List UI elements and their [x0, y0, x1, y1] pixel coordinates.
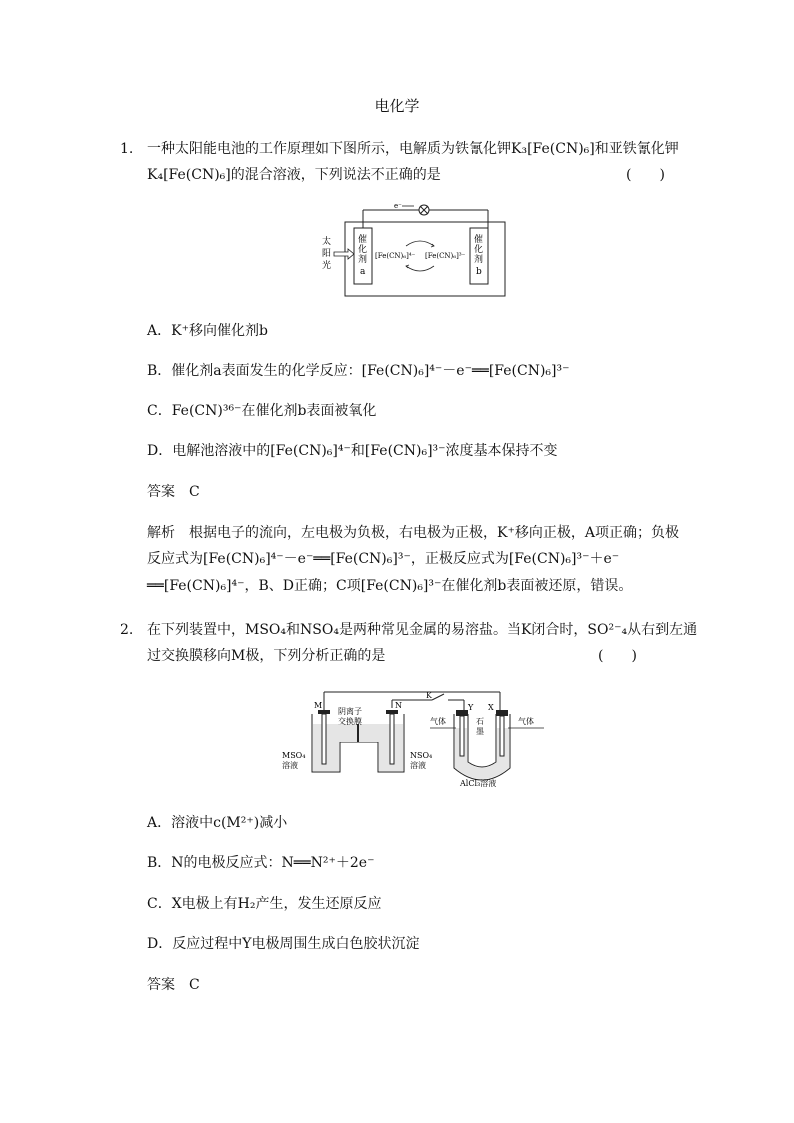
svg-text:溶液: 溶液: [410, 761, 426, 770]
q1-number: 1.: [120, 141, 134, 157]
svg-text:墨: 墨: [476, 727, 484, 736]
q1-analysis-line2: 反应式为[Fe(CN)₆]⁴⁻－e⁻══[Fe(CN)₆]³⁻，正极反应式为[Fe(CN)₆]³⁻＋e⁻: [147, 551, 620, 567]
svg-text:b: b: [476, 267, 482, 277]
q1-figure: [318, 200, 508, 300]
page-title: 电化学: [374, 97, 420, 115]
electron-label: e⁻: [394, 202, 402, 210]
electrode-y-label: Y: [468, 703, 474, 712]
q2-option-a: A．溶液中c(M²⁺)减小: [147, 815, 288, 831]
svg-text:化: 化: [358, 245, 368, 255]
ion-right-label: [Fe(CN)₆]³⁻: [425, 252, 466, 260]
svg-text:阴离子: 阴离子: [338, 707, 362, 716]
q1-option-d: D．电解池溶液中的[Fe(CN)₆]⁴⁻和[Fe(CN)₆]³⁻浓度基本保持不变: [147, 443, 558, 459]
q1-analysis-line3: ══[Fe(CN)₆]⁴⁻，B、D正确；C项[Fe(CN)₆]³⁻在催化剂b表面被还原，错误。: [147, 578, 633, 594]
q1-answer: 答案 C: [147, 484, 200, 500]
electrode-m-label: M: [314, 701, 323, 710]
q2-option-d: D．反应过程中Y电极周围生成白色胶状沉淀: [147, 936, 420, 952]
q1-option-a: A．K⁺移向催化剂b: [147, 323, 268, 339]
gas-left-label: 气体: [430, 717, 446, 726]
svg-text:太: 太: [322, 237, 332, 247]
svg-text:剂: 剂: [474, 255, 484, 265]
q2-stem-line1: 在下列装置中，MSO₄和NSO₄是两种常见金属的易溶盐。当K闭合时，SO²⁻₄从右到左通: [147, 622, 698, 638]
svg-text:石: 石: [476, 717, 484, 726]
q1-option-b: B．催化剂a表面发生的化学反应：[Fe(CN)₆]⁴⁻－e⁻══[Fe(CN)₆]³⁻: [147, 363, 570, 379]
svg-text:催: 催: [358, 235, 368, 245]
q2-number: 2.: [120, 622, 134, 638]
q2-option-c: C．X电极上有H₂产生，发生还原反应: [147, 896, 382, 912]
svg-text:化: 化: [474, 245, 484, 255]
svg-text:NSO₄: NSO₄: [410, 751, 433, 760]
q1-answer-paren: ( ): [626, 167, 665, 183]
q2-answer: 答案 C: [147, 977, 200, 993]
q1-stem-line2: K₄[Fe(CN)₆]的混合溶液，下列说法不正确的是: [147, 167, 441, 183]
svg-text:MSO₄: MSO₄: [282, 751, 306, 760]
svg-text:剂: 剂: [358, 255, 368, 265]
switch-k-label: K: [426, 691, 432, 700]
svg-text:溶液: 溶液: [282, 761, 298, 770]
svg-text:催: 催: [474, 235, 484, 245]
svg-text:交换膜: 交换膜: [338, 717, 362, 726]
svg-text:a: a: [360, 267, 366, 277]
q1-stem-line1: 一种太阳能电池的工作原理如下图所示，电解质为铁氰化钾K₃[Fe(CN)₆]和亚铁氰化钾: [147, 141, 679, 157]
svg-text:光: 光: [322, 261, 332, 271]
q1-analysis-line1: 解析 根据电子的流向，左电极为负极，右电极为正极，K⁺移向正极，A项正确；负极: [147, 525, 679, 541]
q2-option-b: B．N的电极反应式：N══N²⁺＋2e⁻: [147, 855, 375, 871]
q2-answer-paren: ( ): [598, 648, 637, 664]
q2-figure: [282, 688, 552, 790]
gas-right-label: 气体: [518, 717, 534, 726]
ion-left-label: [Fe(CN)₆]⁴⁻: [375, 252, 416, 260]
electrode-n-label: N: [395, 701, 402, 710]
svg-text:阳: 阳: [322, 249, 332, 259]
q2-stem-line2: 过交换膜移向M极，下列分析正确的是: [147, 648, 386, 664]
svg-text:AlCl₃溶液: AlCl₃溶液: [460, 779, 497, 788]
q1-option-c: C．Fe(CN)³⁶⁻在催化剂b表面被氧化: [147, 403, 377, 419]
electrode-x-label: X: [488, 703, 494, 712]
